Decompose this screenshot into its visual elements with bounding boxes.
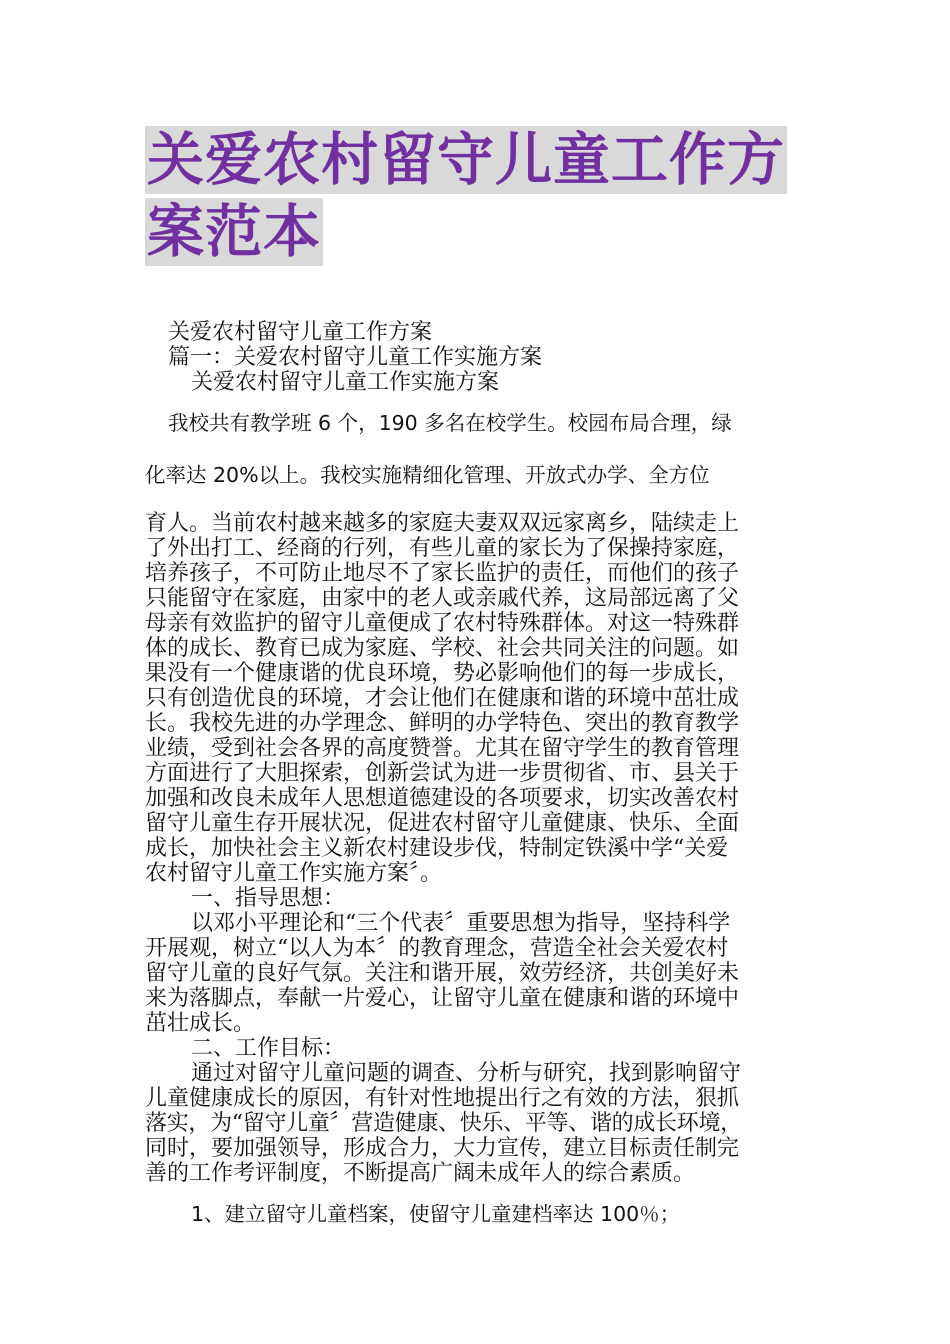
paragraph-line: 了外出打工、经商的行列，有些儿童的家长为了保操持家庭， <box>145 536 740 561</box>
paragraph-line: 通过对留守儿童问题的调查、分析与研究，找到影响留守 <box>191 1061 742 1086</box>
section-heading: 二、工作目标： <box>191 1036 346 1061</box>
paragraph-line: 母亲有效监护的留守儿童便成了农村特殊群体。对这一特殊群 <box>145 611 740 636</box>
paragraph-line: 长。我校先进的办学理念、鲜明的办学特色、突出的教育教学 <box>145 711 740 736</box>
paragraph-line: 农村留守儿童工作实施方案〞。 <box>145 861 443 886</box>
paragraph-line: 只能留守在家庭，由家中的老人或亲戚代养，这局部远离了父 <box>145 586 740 611</box>
paragraph-line: 落实，为“留守儿童〞营造健康、快乐、平等、谐的成长环境， <box>145 1111 742 1136</box>
paragraph-line: 善的工作考评制度，不断提高广阔未成年人的综合素质。 <box>145 1161 696 1186</box>
section-heading: 一、指导思想： <box>191 886 346 911</box>
document-body <box>145 320 810 1227</box>
paragraph-line: 加强和改良未成年人思想道德建设的各项要求，切实改善农村 <box>145 786 740 811</box>
paragraph-line: 同时，要加强领导，形成合力，大力宣传，建立目标责任制完 <box>145 1136 740 1161</box>
paragraph-line: 培养孩子，不可防止地尽不了家长监护的责任，而他们的孩子 <box>145 561 740 586</box>
paragraph-line: 果没有一个健康谐的优良环境，势必影响他们的每一步成长， <box>145 661 740 686</box>
paragraph-line: 开展观，树立“以人为本〞的教育理念，营造全社会关爱农村 <box>145 936 729 961</box>
paragraph-line: 成长，加快社会主义新农村建设步伐，特制定铁溪中学“关爱 <box>145 836 729 861</box>
title-line: 案范本 <box>147 199 321 265</box>
paragraph-line: 体的成长、教育已成为家庭、学校、社会共同关注的问题。如 <box>145 636 740 661</box>
paragraph-line: 业绩，受到社会各界的高度赞誉。尤其在留守学生的教育管理 <box>145 736 740 761</box>
paragraph-line: 留守儿童生存开展状况，促进农村留守儿童健康、快乐、全面 <box>145 811 740 836</box>
chapter-heading: 篇一：关爱农村留守儿童工作实施方案 <box>168 345 543 370</box>
document-title <box>145 126 815 270</box>
paragraph-line: 茁壮成长。 <box>145 1011 256 1036</box>
paragraph-line: 育人。当前农村越来越多的家庭夫妻双双远家离乡，陆续走上 <box>145 511 740 536</box>
subtitle: 关爱农村留守儿童工作方案 <box>168 320 433 345</box>
paragraph-line: 来为落脚点，奉献一片爱心，让留守儿童在健康和谐的环境中 <box>145 986 740 1011</box>
paragraph-line: 儿童健康成长的原因，有针对性地提出行之有效的方法，狠抓 <box>145 1086 740 1111</box>
paragraph-line: 化率达 20%以上。我校实施精细化管理、开放式办学、全方位 <box>145 463 710 487</box>
paragraph-line: 我校共有教学班 6 个，190 多名在校学生。校园布局合理，绿 <box>168 411 732 435</box>
paragraph-line: 留守儿童的良好气氛。关注和谐开展，效劳经济，共创美好未 <box>145 961 740 986</box>
paragraph-line: 只有创造优良的环境，才会让他们在健康和谐的环境中茁壮成 <box>145 686 740 711</box>
section-title: 关爱农村留守儿童工作实施方案 <box>191 370 500 395</box>
paragraph-line: 以邓小平理论和“三个代表〞重要思想为指导，坚持科学 <box>191 911 731 936</box>
list-item: 1、建立留守儿童档案，使留守儿童建档率达 100％； <box>191 1202 681 1226</box>
title-line: 关爱农村留守儿童工作方 <box>147 127 785 193</box>
paragraph-line: 方面进行了大胆探索，创新尝试为进一步贯彻省、市、县关于 <box>145 761 740 786</box>
